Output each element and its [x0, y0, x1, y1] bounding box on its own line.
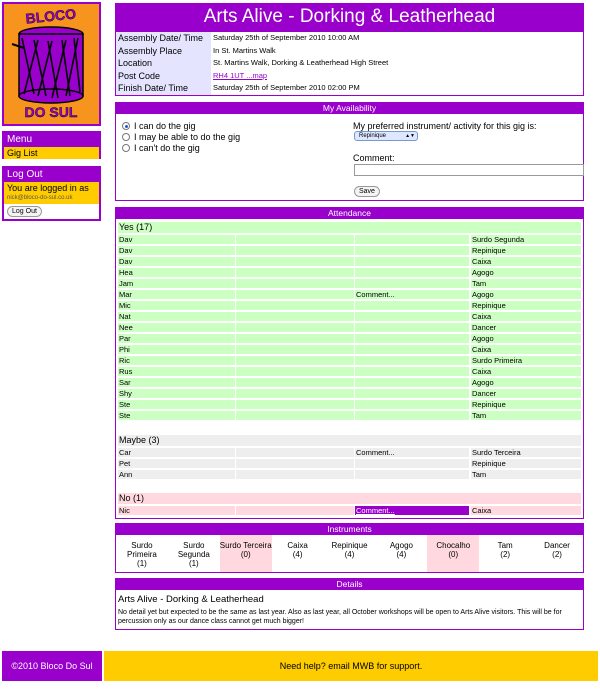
instrument-count [427, 535, 479, 572]
attendee-row [118, 470, 581, 480]
instrument-count [220, 535, 272, 572]
info-value: Saturday 25th of September 2010 10:00 AM [213, 33, 360, 42]
attendee-row [118, 334, 581, 344]
attendee-comment [355, 378, 469, 387]
attendee-comment [355, 301, 469, 310]
instrument-total: (4) [396, 550, 407, 559]
attendee-name: Ste [118, 400, 235, 409]
attendee-instrument: Tam [471, 470, 581, 479]
gig-info-table [115, 31, 584, 96]
info-row-location [116, 57, 583, 70]
attendee-instrument: Surdo Segunda [471, 235, 581, 244]
attendee-instrument: Caixa [471, 367, 581, 376]
instrument-name: Chocalho [436, 541, 471, 550]
attendee-instrument: Repinique [471, 400, 581, 409]
attendee-instrument: Caixa [471, 506, 581, 515]
attendee-row [118, 356, 581, 366]
info-label: Assembly Date/ Time [116, 32, 211, 45]
attendee-name: Hea [118, 268, 235, 277]
attendee-spacer [236, 257, 354, 266]
instrument-count [479, 535, 531, 572]
attendee-comment [355, 345, 469, 354]
attendee-name: Dav [118, 235, 235, 244]
attendee-spacer [236, 235, 354, 244]
attendee-row [118, 459, 581, 469]
info-label: Location [116, 57, 211, 70]
details-header: Details [115, 578, 584, 590]
attendee-instrument: Repinique [471, 246, 581, 255]
attendee-instrument: Surdo Primeira [471, 356, 581, 365]
save-button[interactable]: Save [354, 186, 380, 197]
attendee-instrument: Caixa [471, 345, 581, 354]
footer-copyright: ©2010 Bloco Do Sul [2, 651, 102, 681]
attendee-spacer [236, 506, 354, 515]
attendee-name: Nic [118, 506, 235, 515]
attendee-name: Car [118, 448, 235, 457]
attendee-spacer [236, 459, 354, 468]
instruments-header: Instruments [115, 523, 584, 535]
attendee-spacer [236, 389, 354, 398]
radio-label: I can do the gig [134, 121, 196, 131]
info-label: Post Code [116, 70, 211, 83]
attendance-panel [115, 219, 584, 519]
attendee-instrument: Dancer [471, 389, 581, 398]
attendee-spacer [236, 367, 354, 376]
attendee-comment-link[interactable]: Comment... [355, 448, 469, 457]
instrument-total: (2) [552, 550, 562, 559]
instrument-count [324, 535, 376, 572]
info-value: In St. Martins Walk [213, 45, 276, 55]
radio-can-do[interactable] [122, 121, 196, 131]
attendee-instrument: Agogo [471, 378, 581, 387]
attendance-yes-title: Yes (17) [118, 222, 581, 233]
attendee-row [118, 448, 581, 458]
attendee-spacer [236, 334, 354, 343]
attendee-name: Pet [118, 459, 235, 468]
logout-button[interactable]: Log Out [7, 206, 42, 217]
attendee-comment [355, 356, 469, 365]
attendee-name: Mic [118, 301, 235, 310]
logo-top-text: BLOCO [24, 5, 77, 27]
attendee-row [118, 506, 581, 516]
attendee-spacer [236, 356, 354, 365]
comment-label: Comment: [353, 153, 395, 163]
attendee-instrument: Caixa [471, 312, 581, 321]
menu-item-gig-list[interactable]: Gig List [4, 147, 99, 159]
attendee-comment [355, 246, 469, 255]
instrument-name: Dancer [544, 541, 570, 550]
attendee-row [118, 389, 581, 399]
radio-may-do[interactable] [122, 132, 240, 142]
attendee-instrument: Tam [471, 411, 581, 420]
logo-bottom-text: DO SUL [24, 104, 78, 120]
attendee-row [118, 312, 581, 322]
instrument-name: Surdo Primeira [127, 541, 157, 559]
details-text: No detail yet but expected to be the same as last year. Also as last year, all October workshops will be open to Arts Alive visitors. This will be for percussion only as our dance class cannot get much bigger! [118, 609, 562, 625]
attendee-instrument: Repinique [471, 459, 581, 468]
instrument-count [116, 535, 168, 572]
attendee-row [118, 378, 581, 388]
attendee-row [118, 257, 581, 267]
attendee-name: Nat [118, 312, 235, 321]
attendee-comment [355, 470, 469, 479]
instrument-total: (4) [344, 550, 355, 559]
attendee-instrument: Repinique [471, 301, 581, 310]
attendee-name: Dav [118, 246, 235, 255]
attendee-row [118, 323, 581, 333]
attendee-comment [355, 312, 469, 321]
instrument-name: Caixa [287, 541, 308, 550]
instrument-name: Surdo Segunda [177, 541, 210, 559]
attendee-comment [355, 334, 469, 343]
attendee-row [118, 367, 581, 377]
attendee-row [118, 235, 581, 245]
attendee-row [118, 290, 581, 300]
attendance-header: Attendance [115, 207, 584, 219]
user-email: nick@bloco-do-sul.co.uk [4, 194, 99, 204]
info-label: Assembly Place [116, 45, 211, 58]
instrument-count [375, 535, 427, 572]
attendee-name: Sar [118, 378, 235, 387]
info-label: Finish Date/ Time [116, 82, 211, 95]
select-arrows-icon: ▲▼ [405, 133, 415, 139]
attendee-instrument: Dancer [471, 323, 581, 332]
attendee-spacer [236, 312, 354, 321]
attendee-name: Mar [118, 290, 235, 299]
attendance-maybe-title: Maybe (3) [118, 435, 581, 446]
attendee-spacer [236, 268, 354, 277]
attendee-row [118, 400, 581, 410]
menu-title: Menu [4, 133, 99, 147]
radio-selected-icon[interactable] [122, 122, 130, 130]
drum-logo-icon [4, 4, 99, 124]
details-title: Arts Alive - Dorking & Leatherhead [118, 594, 264, 605]
attendee-name: Ann [118, 470, 235, 479]
menu-panel [2, 131, 101, 159]
attendee-instrument: Agogo [471, 334, 581, 343]
instrument-name: Tam [497, 541, 513, 550]
attendee-instrument: Agogo [471, 290, 581, 299]
attendee-spacer [236, 323, 354, 332]
instrument-label: My preferred instrument/ activity for this gig is: [353, 121, 537, 131]
instrument-select[interactable] [354, 131, 418, 141]
attendee-comment [355, 459, 469, 468]
attendee-comment-link[interactable]: Comment... [355, 290, 469, 299]
attendee-name: Ric [118, 356, 235, 365]
attendee-instrument: Tam [471, 279, 581, 288]
attendee-comment [355, 257, 469, 266]
attendee-instrument: Agogo [471, 268, 581, 277]
attendance-no-title: No (1) [118, 493, 581, 504]
attendee-name: Jam [118, 279, 235, 288]
radio-empty-icon[interactable] [122, 144, 130, 152]
attendee-row [118, 411, 581, 421]
attendee-name: Rus [118, 367, 235, 376]
instrument-count [531, 535, 583, 572]
instrument-name: Surdo Terceira [219, 541, 272, 550]
attendee-spacer [236, 345, 354, 354]
attendee-name: Nee [118, 323, 235, 332]
attendee-spacer [236, 378, 354, 387]
logout-button-row [4, 204, 99, 218]
info-row-assembly-time [116, 32, 583, 45]
attendee-name: Ste [118, 411, 235, 420]
instrument-total: (2) [500, 550, 511, 559]
info-value: Saturday 25th of September 2010 02:00 PM [213, 83, 360, 93]
logout-panel [2, 166, 101, 221]
attendee-comment [355, 400, 469, 409]
attendee-row [118, 301, 581, 311]
details-panel [115, 590, 584, 630]
attendee-comment [355, 235, 469, 244]
availability-panel [115, 114, 584, 201]
attendee-name: Dav [118, 257, 235, 266]
instrument-name: Agogo [389, 541, 413, 550]
attendee-name: Shy [118, 389, 235, 398]
info-row-finish-time [116, 82, 583, 95]
gig-title: Arts Alive - Dorking & Leatherhead [115, 3, 584, 31]
attendee-row [118, 246, 581, 256]
attendee-comment [355, 268, 469, 277]
comment-input[interactable] [354, 164, 584, 176]
attendee-spacer [236, 246, 354, 255]
attendee-spacer [236, 411, 354, 420]
attendee-comment-link[interactable]: Comment... [355, 506, 469, 515]
attendee-spacer [236, 448, 354, 457]
instrument-count [168, 535, 220, 572]
attendee-comment [355, 279, 469, 288]
radio-label: I may be able to do the gig [134, 132, 241, 142]
attendee-spacer [236, 301, 354, 310]
instrument-name: Repinique [331, 541, 368, 550]
instrument-total: (1) [188, 559, 199, 568]
post-code-map-link[interactable]: RH4 1UT ...map [213, 70, 268, 80]
info-row-assembly-place [116, 45, 583, 58]
instrument-total: (0) [240, 550, 251, 559]
attendee-instrument: Caixa [471, 257, 581, 266]
attendee-row [118, 345, 581, 355]
radio-empty-icon[interactable] [122, 133, 130, 141]
attendee-comment [355, 389, 469, 398]
radio-cant-do[interactable] [122, 143, 200, 153]
instruments-panel [115, 535, 584, 573]
attendee-name: Par [118, 334, 235, 343]
attendee-spacer [236, 290, 354, 299]
info-value [211, 70, 583, 83]
attendee-row [118, 268, 581, 278]
radio-label: I can't do the gig [134, 143, 200, 153]
instrument-total: (4) [292, 550, 303, 559]
attendee-name: Phi [118, 345, 235, 354]
bloco-logo [2, 2, 101, 126]
footer-help: Need help? email MWB for support. [104, 651, 598, 681]
instrument-total: (0) [448, 550, 459, 559]
info-row-post-code [116, 70, 583, 83]
availability-header: My Availability [115, 102, 584, 114]
attendee-instrument: Surdo Terceira [471, 448, 581, 457]
attendee-row [118, 279, 581, 289]
attendee-spacer [236, 470, 354, 479]
attendee-comment [355, 323, 469, 332]
logout-title: Log Out [4, 168, 99, 182]
instrument-select-value: Repinique [359, 133, 387, 139]
attendee-spacer [236, 400, 354, 409]
info-value: St. Martins Walk, Dorking & Leatherhead High Street [213, 58, 389, 68]
instrument-count [272, 535, 324, 572]
logged-in-text: You are logged in as [4, 182, 99, 194]
attendee-comment [355, 367, 469, 376]
attendee-spacer [236, 279, 354, 288]
attendee-comment [355, 411, 469, 420]
instrument-total: (1) [137, 559, 147, 568]
